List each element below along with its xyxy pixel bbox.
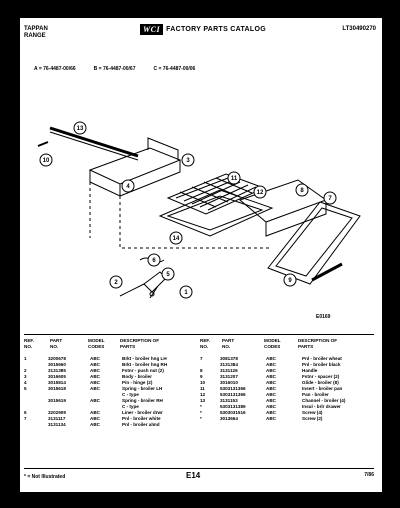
col-model-codes: MODEL CODES bbox=[264, 338, 281, 349]
description-cell: Pan - broiler bbox=[302, 392, 329, 397]
svg-text:11: 11 bbox=[230, 176, 238, 182]
description-cell: Insul - brlr drawer bbox=[302, 404, 341, 409]
brand-block bbox=[24, 26, 48, 40]
model-code-cell: ABC bbox=[266, 398, 276, 403]
parts-catalog-page bbox=[20, 18, 382, 492]
ref-cell: 7 bbox=[200, 356, 203, 361]
description-cell: Screw (4) bbox=[302, 410, 323, 415]
description-cell: Pnl - broiler white bbox=[122, 416, 161, 421]
description-cell: Handle bbox=[302, 368, 318, 373]
callout-5 bbox=[162, 268, 174, 280]
svg-text:2: 2 bbox=[114, 280, 118, 286]
svg-text:8: 8 bbox=[300, 188, 304, 194]
part-number-cell: 3131126 bbox=[220, 368, 238, 373]
model-code-cell: ABC bbox=[90, 416, 100, 421]
description-cell: C - type bbox=[122, 404, 139, 409]
model-code-cell: ABC bbox=[90, 380, 100, 385]
callout-14 bbox=[170, 232, 182, 244]
description-cell: Pin - hinge (2) bbox=[122, 380, 153, 385]
callout-8 bbox=[296, 184, 308, 196]
part-number-cell: 3131134 bbox=[48, 422, 66, 427]
model-code-cell: ABC bbox=[266, 404, 276, 409]
ref-cell: 4 bbox=[24, 380, 27, 385]
part-number-cell: 5303131366 bbox=[220, 392, 246, 397]
part-number-cell: 3015814 bbox=[48, 380, 66, 385]
ref-cell: 3 bbox=[24, 374, 27, 379]
model-code-cell: ABC bbox=[90, 368, 100, 373]
model-code-cell: ABC bbox=[90, 386, 100, 391]
svg-text:4: 4 bbox=[126, 184, 130, 190]
svg-text:3: 3 bbox=[186, 158, 190, 164]
part-number-cell: 5303031516 bbox=[220, 410, 246, 415]
ref-cell bbox=[24, 422, 48, 428]
table-top-rule bbox=[24, 334, 374, 335]
svg-text:13: 13 bbox=[76, 126, 84, 132]
ref-cell: 13 bbox=[200, 398, 206, 403]
brand-name: TAPPAN bbox=[24, 26, 48, 32]
description-cell: Pnl - broiler almd bbox=[122, 422, 160, 427]
part-number-cell: 3015660 bbox=[48, 362, 66, 367]
part-number-cell: 3013664 bbox=[220, 416, 238, 421]
svg-text:14: 14 bbox=[172, 236, 180, 242]
description-cell: Spring - broiler LH bbox=[122, 386, 163, 391]
part-number-cell: 3016605 bbox=[48, 374, 66, 379]
ref-cell: 6 bbox=[24, 410, 27, 415]
ref-cell: 11 bbox=[200, 386, 205, 391]
ref-cell: 10 bbox=[200, 380, 206, 385]
hinge-bracket-drawing bbox=[120, 272, 166, 298]
callout-4 bbox=[122, 180, 134, 192]
svg-text:1: 1 bbox=[184, 290, 188, 296]
part-number-cell: 3200678 bbox=[48, 356, 66, 361]
part-number-cell: 3131384 bbox=[220, 362, 238, 367]
model-b: B = 76-4487-00/67 bbox=[93, 66, 136, 72]
ref-cell: 7 bbox=[24, 416, 27, 421]
catalog-number: LT30490270 bbox=[342, 26, 376, 32]
model-code-cell: ABC bbox=[90, 398, 100, 403]
col-part-no: PART NO. bbox=[50, 338, 63, 349]
part-number-cell: 3202909 bbox=[48, 410, 66, 415]
product-type: RANGE bbox=[24, 33, 46, 39]
col-model-codes: MODEL CODES bbox=[88, 338, 105, 349]
svg-text:7: 7 bbox=[328, 196, 332, 202]
ref-cell: 2 bbox=[24, 368, 27, 373]
description-cell: Spring - broiler RH bbox=[122, 398, 163, 403]
catalog-title: FACTORY PARTS CATALOG bbox=[166, 26, 266, 33]
description-cell: Brkt - broiler hng RH bbox=[122, 362, 168, 367]
model-code-cell: ABC bbox=[90, 362, 100, 367]
model-code-cell: ABC bbox=[90, 356, 100, 361]
callout-2 bbox=[110, 276, 122, 288]
broiler-body-drawing bbox=[90, 138, 180, 196]
callout-3 bbox=[182, 154, 194, 166]
description-cell: C - type bbox=[122, 392, 139, 397]
part-number-cell: 3016010 bbox=[220, 380, 238, 385]
page-number: E14 bbox=[186, 471, 201, 480]
svg-text:5: 5 bbox=[166, 272, 170, 278]
model-a: A = 76-4487-00/66 bbox=[34, 66, 76, 72]
model-code-cell: ABC bbox=[266, 362, 276, 367]
wci-logo-icon: WCI bbox=[140, 24, 163, 35]
description-cell: Pnl - broiler black bbox=[302, 362, 341, 367]
model-code-cell: ABC bbox=[266, 356, 276, 361]
model-code-cell: ABC bbox=[266, 392, 276, 397]
description-cell: Liner - broiler drwr bbox=[122, 410, 163, 415]
callout-19 bbox=[74, 122, 86, 134]
col-ref-no: REF. NO. bbox=[24, 338, 34, 349]
col-part-no: PART NO. bbox=[222, 338, 235, 349]
svg-text:6: 6 bbox=[152, 258, 156, 264]
description-cell: Fstnr - spacer (2) bbox=[302, 374, 340, 379]
part-number-cell: 3015619 bbox=[48, 398, 66, 403]
col-description: DESCRIPTION OF PARTS bbox=[298, 338, 338, 349]
parts-table-left bbox=[24, 356, 204, 428]
callout-6 bbox=[148, 254, 160, 266]
callout-1 bbox=[180, 286, 192, 298]
screw-drawing bbox=[38, 142, 48, 146]
callout-7 bbox=[324, 192, 336, 204]
callout-10 bbox=[40, 154, 52, 166]
part-number-cell: 5303131366 bbox=[220, 386, 246, 391]
model-code-cell: ABC bbox=[266, 374, 276, 379]
part-number-cell: 5303131389 bbox=[220, 404, 246, 409]
parts-table-right bbox=[200, 356, 380, 422]
description-cell: Pnl - broiler wheat bbox=[302, 356, 342, 361]
catalog-logo bbox=[140, 24, 266, 35]
ref-cell: * bbox=[200, 416, 202, 421]
ref-cell: 8 bbox=[200, 368, 203, 373]
model-code-cell: ABC bbox=[90, 410, 100, 415]
model-code-cell: ABC bbox=[266, 416, 276, 421]
exploded-parts-diagram bbox=[20, 108, 382, 318]
description-cell: Screw (2) bbox=[302, 416, 323, 421]
col-ref-no: REF. NO. bbox=[200, 338, 210, 349]
description-cell: Channel - broiler (4) bbox=[302, 398, 346, 403]
col-description: DESCRIPTION OF PARTS bbox=[120, 338, 160, 349]
ref-cell: 1 bbox=[24, 356, 27, 361]
part-number-cell: 3131153 bbox=[220, 398, 238, 403]
ref-cell: 9 bbox=[200, 374, 203, 379]
not-illustrated-note: * = Not Illustrated bbox=[24, 474, 66, 480]
model-code-cell: ABC bbox=[266, 410, 276, 415]
table-row bbox=[200, 416, 380, 422]
ref-cell: 5 bbox=[24, 386, 27, 391]
part-number-cell: 3015618 bbox=[48, 386, 66, 391]
ref-cell: * bbox=[200, 410, 202, 415]
model-code-cell: ABC bbox=[266, 386, 276, 391]
model-c: C = 76-4487-00/06 bbox=[153, 66, 196, 72]
svg-text:12: 12 bbox=[256, 190, 264, 196]
part-number-cell: 3081378 bbox=[220, 356, 238, 361]
broiler-panel-drawing bbox=[268, 202, 360, 284]
ref-cell: * bbox=[200, 404, 202, 409]
description-cell: Glide - broiler (8) bbox=[302, 380, 339, 385]
diagram-code: E0169 bbox=[316, 314, 331, 320]
description-cell: Fstnr - push nut (2) bbox=[122, 368, 164, 373]
ref-cell: 12 bbox=[200, 392, 206, 397]
catalog-date: 7/86 bbox=[364, 472, 374, 478]
description-cell: Body - broiler bbox=[122, 374, 152, 379]
callout-11 bbox=[228, 172, 240, 184]
description-cell: Insert - broiler pan bbox=[302, 386, 343, 391]
model-list bbox=[34, 66, 195, 72]
svg-text:9: 9 bbox=[288, 278, 292, 284]
callout-12 bbox=[254, 186, 266, 198]
description-cell: Brkt - broiler hng LH bbox=[122, 356, 167, 361]
table-row bbox=[24, 422, 204, 428]
part-number-cell: 3131117 bbox=[48, 416, 66, 421]
part-number-cell: 3131385 bbox=[48, 368, 66, 373]
model-code-cell: ABC bbox=[90, 422, 100, 427]
model-code-cell: ABC bbox=[90, 374, 100, 379]
callout-9 bbox=[284, 274, 296, 286]
footer-rule bbox=[24, 468, 374, 469]
model-code-cell: ABC bbox=[266, 380, 276, 385]
svg-text:10: 10 bbox=[42, 158, 50, 164]
handle-drawing bbox=[312, 264, 342, 280]
part-number-cell: 3131207 bbox=[220, 374, 238, 379]
model-code-cell: ABC bbox=[266, 368, 276, 373]
